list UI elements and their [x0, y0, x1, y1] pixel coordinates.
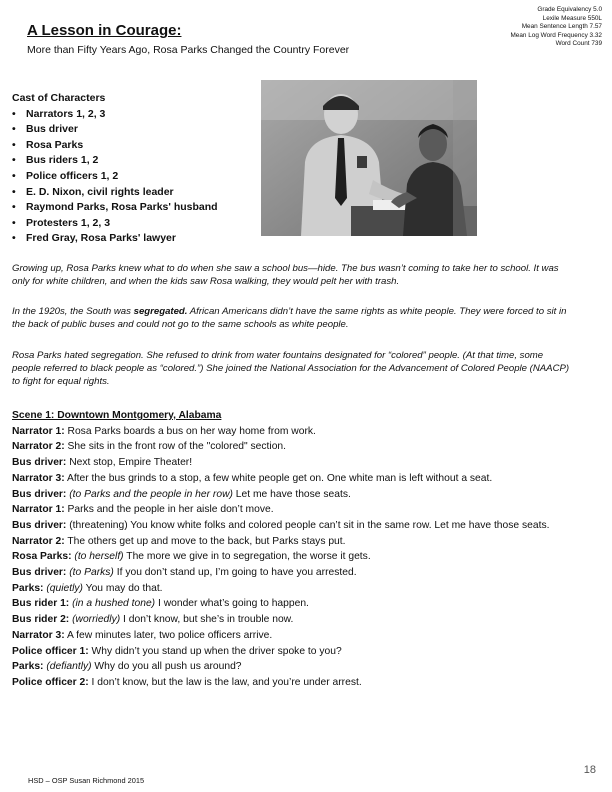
- dialogue-text: After the bus grinds to a stop, a few white people get on. One white man is left without a seat.: [64, 472, 493, 484]
- cast-item: • Bus riders 1, 2: [12, 153, 218, 169]
- speaker-name: Narrator 3:: [12, 629, 65, 641]
- cast-list: [12, 107, 218, 247]
- page-subtitle: More than Fifty Years Ago, Rosa Parks Changed the Country Forever: [27, 44, 350, 56]
- speaker-name: Bus driver:: [12, 519, 67, 531]
- speaker-name: Bus driver:: [12, 457, 67, 469]
- stat-mean-sentence-length: Mean Sentence Length 7.57: [521, 23, 602, 31]
- speaker-name: Narrator 2:: [12, 535, 65, 547]
- speaker-name: Police officer 2:: [12, 676, 89, 688]
- script-line: [12, 471, 578, 487]
- intro-paragraph-1: Growing up, Rosa Parks knew what to do when she saw a school bus—hide. The bus wasn’t coming to take her to school. It was only for white children, and when the kids saw Rosa walking, they would pelt her with trash.: [12, 263, 559, 287]
- page-number: 18: [583, 764, 596, 776]
- stat-lexile-measure: Lexile Measure 550L: [542, 14, 602, 22]
- stage-direction: (quietly): [43, 582, 83, 594]
- speaker-name: Bus rider 1:: [12, 598, 70, 610]
- cast-item: • E. D. Nixon, civil rights leader: [12, 185, 218, 201]
- intro-paragraph-2: [12, 305, 572, 331]
- readability-stats: [510, 6, 602, 49]
- script-line: [12, 596, 578, 612]
- script-line: [12, 612, 578, 628]
- speaker-name: Bus rider 2:: [12, 614, 70, 626]
- stage-direction: (to herself): [71, 551, 124, 563]
- speaker-name: Bus driver:: [12, 488, 67, 500]
- speaker-name: Narrator 2:: [12, 441, 65, 453]
- photo-illustration: [261, 80, 477, 236]
- dialogue-text: You may do that.: [82, 582, 163, 594]
- cast-item: • Fred Gray, Rosa Parks' lawyer: [12, 231, 218, 247]
- stat-mean-log-word-frequency: Mean Log Word Frequency 3.32: [510, 31, 602, 39]
- speaker-name: Parks:: [12, 661, 44, 673]
- cast-item: • Protesters 1, 2, 3: [12, 216, 218, 232]
- script-line: [12, 424, 578, 440]
- stage-direction: (in a hushed tone): [69, 598, 156, 610]
- speaker-name: Narrator 1:: [12, 425, 65, 437]
- intro-paragraph-3: Rosa Parks hated segregation. She refused to drink from water fountains designated for “colored” people. (At that time, some people referred to black people as “colored.”) She joined the National Association for the Advancement of Colored People (NAACP) to fight for equal rights.: [12, 350, 570, 387]
- intro-p2-start: In the 1920s, the South was: [12, 306, 134, 317]
- stage-direction: (to Parks): [66, 567, 114, 579]
- speaker-name: Rosa Parks:: [12, 551, 72, 563]
- speaker-name: Parks:: [12, 582, 44, 594]
- cast-item: • Police officers 1, 2: [12, 169, 218, 185]
- dialogue-text: She sits in the front row of the "colored" section.: [64, 441, 287, 453]
- cast-item: • Raymond Parks, Rosa Parks' husband: [12, 200, 218, 216]
- cast-heading: Cast of Characters: [12, 92, 106, 104]
- dialogue-text: The others get up and move to the back, but Parks stays put.: [64, 535, 346, 547]
- stage-direction: (worriedly): [69, 614, 121, 626]
- intro-p2-end: African Americans didn’t have the same rights as white people. They were forced to sit in the back of public buses and could not go to the same schools as white people.: [12, 306, 567, 330]
- stage-direction: (defiantly): [43, 661, 92, 673]
- speaker-name: Narrator 1:: [12, 504, 65, 516]
- cast-item: • Narrators 1, 2, 3: [12, 107, 218, 123]
- script-line: [12, 628, 578, 644]
- script-line: [12, 455, 578, 471]
- script-line: [12, 581, 578, 597]
- dialogue-text: I don’t know, but she’s in trouble now.: [120, 614, 294, 626]
- script-line: [12, 534, 578, 550]
- scene-1-script: [12, 408, 578, 691]
- script-line: [12, 549, 578, 565]
- script-line: [12, 518, 578, 534]
- dialogue-text: Why didn’t you stand up when the driver spoke to you?: [88, 645, 342, 657]
- speaker-name: Bus driver:: [12, 567, 67, 579]
- script-line: [12, 487, 578, 503]
- script-line: [12, 565, 578, 581]
- page-title: A Lesson in Courage:: [27, 22, 182, 39]
- script-line: [12, 502, 578, 518]
- dialogue-text: Let me have those seats.: [232, 488, 351, 500]
- dialogue-text: Next stop, Empire Theater!: [66, 457, 193, 469]
- script-line: [12, 675, 578, 691]
- footer-credit: HSD – OSP Susan Richmond 2015: [28, 776, 145, 785]
- speaker-name: Police officer 1:: [12, 645, 89, 657]
- stat-word-count: Word Count 739: [555, 40, 602, 48]
- dialogue-text: Why do you all push us around?: [91, 661, 242, 673]
- dialogue-text: I don’t know, but the law is the law, and you’re under arrest.: [88, 676, 362, 688]
- dialogue-text: A few minutes later, two police officers arrive.: [64, 629, 273, 641]
- speaker-name: Narrator 3:: [12, 472, 65, 484]
- scene-title: Scene 1: Downtown Montgomery, Alabama: [12, 410, 222, 421]
- stage-direction: (to Parks and the people in her row): [66, 488, 233, 500]
- dialogue-text: If you don’t stand up, I’m going to have you arrested.: [113, 567, 357, 579]
- script-line: [12, 659, 578, 675]
- cast-of-characters: [12, 91, 218, 247]
- stat-grade-equivalency: Grade Equivalency 5.0: [537, 6, 602, 13]
- dialogue-text: The more we give in to segregation, the worse it gets.: [123, 551, 371, 563]
- dialogue-text: Rosa Parks boards a bus on her way home from work.: [64, 425, 316, 437]
- script-line: [12, 439, 578, 455]
- historical-photo: [261, 80, 477, 236]
- script-line: [12, 644, 578, 660]
- dialogue-text: Parks and the people in her aisle don’t move.: [64, 504, 274, 516]
- intro-p2-keyword: segregated.: [133, 306, 188, 317]
- cast-item: • Rosa Parks: [12, 138, 218, 154]
- cast-item: • Bus driver: [12, 122, 218, 138]
- dialogue-text: (threatening) You know white folks and colored people can’t sit in the same row. Let me have those seats.: [66, 519, 550, 531]
- dialogue-text: I wonder what’s going to happen.: [155, 598, 309, 610]
